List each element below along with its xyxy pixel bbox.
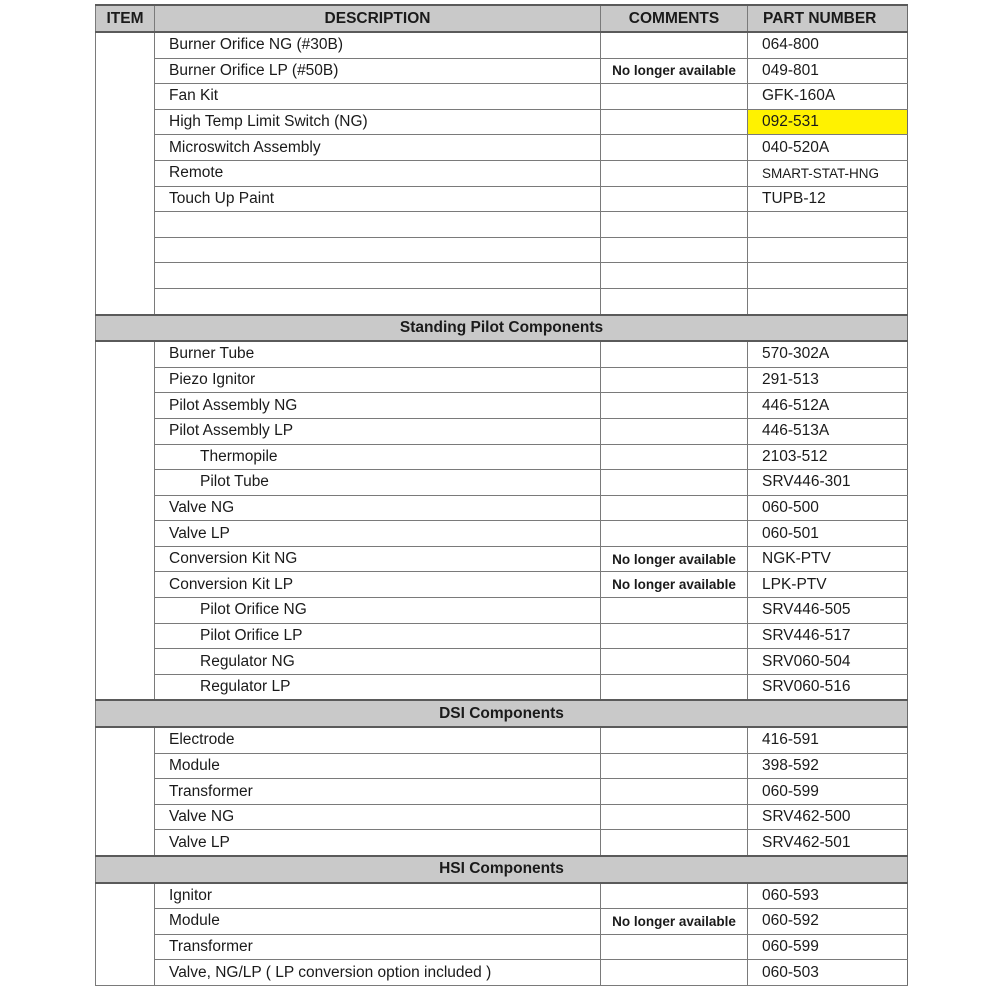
description-cell: Valve, NG/LP ( LP conversion option included ) <box>155 960 601 986</box>
table-row <box>96 572 908 598</box>
description-cell: Thermopile <box>155 444 601 470</box>
table-row <box>96 160 908 186</box>
comments-cell <box>601 521 748 547</box>
table-row <box>96 623 908 649</box>
item-cell <box>96 883 155 986</box>
comments-cell <box>601 367 748 393</box>
comments-cell: No longer available <box>601 572 748 598</box>
part-number-cell: 398-592 <box>748 753 908 779</box>
description-cell: Pilot Orifice NG <box>155 598 601 624</box>
column-header-comments: COMMENTS <box>601 5 748 32</box>
part-number-cell: 291-513 <box>748 367 908 393</box>
comments-cell: No longer available <box>601 909 748 935</box>
part-number-cell: 040-520A <box>748 135 908 161</box>
comments-cell <box>601 495 748 521</box>
section-title: Standing Pilot Components <box>96 315 908 342</box>
part-number-cell: GFK-160A <box>748 84 908 110</box>
comments-cell <box>601 649 748 675</box>
part-number-cell: SRV446-517 <box>748 623 908 649</box>
section-header-standing-pilot-components <box>96 315 908 342</box>
table-row <box>96 109 908 135</box>
column-header-item: ITEM <box>96 5 155 32</box>
part-number-cell: NGK-PTV <box>748 546 908 572</box>
comments-cell <box>601 418 748 444</box>
column-header-description: DESCRIPTION <box>155 5 601 32</box>
table-row <box>96 263 908 289</box>
table-row <box>96 444 908 470</box>
part-number-cell: 060-593 <box>748 883 908 909</box>
parts-list-sheet <box>95 4 907 986</box>
section-title: HSI Components <box>96 856 908 883</box>
table-row <box>96 393 908 419</box>
part-number-cell: 060-592 <box>748 909 908 935</box>
description-cell: Valve LP <box>155 830 601 856</box>
comments-cell <box>601 135 748 161</box>
part-number-cell: LPK-PTV <box>748 572 908 598</box>
part-number-cell: 060-501 <box>748 521 908 547</box>
table-row <box>96 495 908 521</box>
description-cell: Pilot Tube <box>155 470 601 496</box>
table-row <box>96 186 908 212</box>
description-cell: Conversion Kit NG <box>155 546 601 572</box>
part-number-cell: 446-512A <box>748 393 908 419</box>
comments-cell <box>601 779 748 805</box>
part-number-cell <box>748 212 908 238</box>
description-cell <box>155 288 601 314</box>
comments-cell <box>601 32 748 58</box>
table-row <box>96 804 908 830</box>
part-number-cell: 446-513A <box>748 418 908 444</box>
comments-cell: No longer available <box>601 58 748 84</box>
part-number-cell: SMART-STAT-HNG <box>748 160 908 186</box>
table-row <box>96 883 908 909</box>
table-row <box>96 32 908 58</box>
table-row <box>96 727 908 753</box>
section-header-hsi-components <box>96 856 908 883</box>
table-row <box>96 830 908 856</box>
table-row <box>96 135 908 161</box>
part-number-cell: 092-531 <box>748 109 908 135</box>
table-row <box>96 649 908 675</box>
comments-cell: No longer available <box>601 546 748 572</box>
part-number-cell: SRV462-501 <box>748 830 908 856</box>
comments-cell <box>601 109 748 135</box>
part-number-cell: 060-599 <box>748 779 908 805</box>
table-row <box>96 546 908 572</box>
part-number-cell: 2103-512 <box>748 444 908 470</box>
part-number-cell <box>748 263 908 289</box>
item-cell <box>96 727 155 856</box>
description-cell <box>155 212 601 238</box>
column-header-part-number: PART NUMBER <box>748 5 908 32</box>
description-cell: Microswitch Assembly <box>155 135 601 161</box>
table-row <box>96 84 908 110</box>
comments-cell <box>601 883 748 909</box>
comments-cell <box>601 186 748 212</box>
table-row <box>96 674 908 700</box>
comments-cell <box>601 598 748 624</box>
description-cell: Pilot Orifice LP <box>155 623 601 649</box>
description-cell: Burner Orifice NG (#30B) <box>155 32 601 58</box>
table-row <box>96 367 908 393</box>
table-row <box>96 341 908 367</box>
table-row <box>96 934 908 960</box>
table-row <box>96 418 908 444</box>
parts-table <box>95 4 908 986</box>
comments-cell <box>601 237 748 263</box>
description-cell: Regulator LP <box>155 674 601 700</box>
comments-cell <box>601 960 748 986</box>
description-cell: Valve NG <box>155 495 601 521</box>
section-title: DSI Components <box>96 700 908 727</box>
part-number-cell: 049-801 <box>748 58 908 84</box>
description-cell: Regulator NG <box>155 649 601 675</box>
description-cell: Burner Tube <box>155 341 601 367</box>
comments-cell <box>601 753 748 779</box>
part-number-cell: 060-503 <box>748 960 908 986</box>
part-number-cell <box>748 288 908 314</box>
table-row <box>96 58 908 84</box>
part-number-cell: SRV060-504 <box>748 649 908 675</box>
part-number-cell: 060-599 <box>748 934 908 960</box>
description-cell: Conversion Kit LP <box>155 572 601 598</box>
comments-cell <box>601 444 748 470</box>
part-number-cell: 060-500 <box>748 495 908 521</box>
description-cell: Module <box>155 753 601 779</box>
part-number-cell: SRV462-500 <box>748 804 908 830</box>
table-row <box>96 909 908 935</box>
description-cell: Transformer <box>155 779 601 805</box>
part-number-cell: 416-591 <box>748 727 908 753</box>
description-cell: Module <box>155 909 601 935</box>
description-cell: Transformer <box>155 934 601 960</box>
comments-cell <box>601 393 748 419</box>
comments-cell <box>601 341 748 367</box>
part-number-cell: 064-800 <box>748 32 908 58</box>
table-row <box>96 212 908 238</box>
comments-cell <box>601 830 748 856</box>
item-cell <box>96 341 155 700</box>
description-cell: Pilot Assembly NG <box>155 393 601 419</box>
comments-cell <box>601 84 748 110</box>
item-cell <box>96 32 155 315</box>
comments-cell <box>601 288 748 314</box>
table-row <box>96 960 908 986</box>
comments-cell <box>601 934 748 960</box>
table-row <box>96 237 908 263</box>
description-cell: Fan Kit <box>155 84 601 110</box>
part-number-cell <box>748 237 908 263</box>
description-cell <box>155 263 601 289</box>
section-header-dsi-components <box>96 700 908 727</box>
table-row <box>96 779 908 805</box>
table-row <box>96 288 908 314</box>
description-cell <box>155 237 601 263</box>
part-number-cell: TUPB-12 <box>748 186 908 212</box>
description-cell: Pilot Assembly LP <box>155 418 601 444</box>
description-cell: Ignitor <box>155 883 601 909</box>
comments-cell <box>601 263 748 289</box>
description-cell: High Temp Limit Switch (NG) <box>155 109 601 135</box>
comments-cell <box>601 470 748 496</box>
part-number-cell: SRV446-505 <box>748 598 908 624</box>
comments-cell <box>601 727 748 753</box>
comments-cell <box>601 160 748 186</box>
comments-cell <box>601 212 748 238</box>
description-cell: Burner Orifice LP (#50B) <box>155 58 601 84</box>
description-cell: Valve NG <box>155 804 601 830</box>
description-cell: Electrode <box>155 727 601 753</box>
table-row <box>96 521 908 547</box>
part-number-cell: 570-302A <box>748 341 908 367</box>
description-cell: Touch Up Paint <box>155 186 601 212</box>
description-cell: Valve LP <box>155 521 601 547</box>
table-row <box>96 470 908 496</box>
table-header-row <box>96 5 908 32</box>
part-number-cell: SRV446-301 <box>748 470 908 496</box>
table-body <box>96 32 908 985</box>
description-cell: Remote <box>155 160 601 186</box>
part-number-cell: SRV060-516 <box>748 674 908 700</box>
table-row <box>96 598 908 624</box>
comments-cell <box>601 674 748 700</box>
table-row <box>96 753 908 779</box>
comments-cell <box>601 804 748 830</box>
comments-cell <box>601 623 748 649</box>
description-cell: Piezo Ignitor <box>155 367 601 393</box>
